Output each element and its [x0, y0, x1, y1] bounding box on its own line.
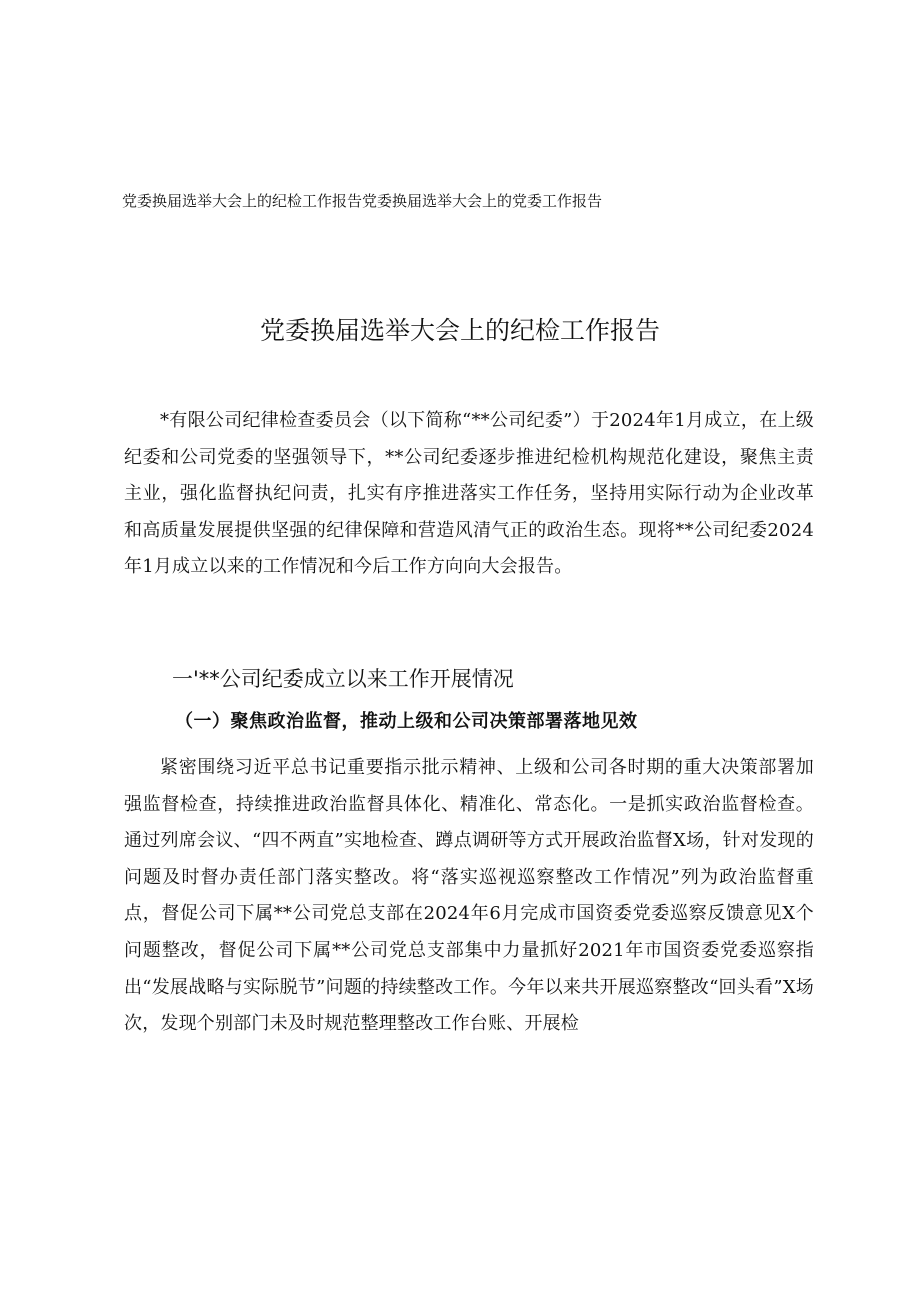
document-title: 党委换届选举大会上的纪检工作报告: [259, 316, 660, 345]
paragraph-political-supervision: 紧密围绕习近平总书记重要指示批示精神、上级和公司各时期的重大决策部署加强监督检查，持续推进政治监督具体化、精准化、常态化。一是抓实政治监督检查。通过列席会议、“四不两直”实地检查、蹲点调研等方式开展政治监督X场，针对发现的问题及时督办责任部门落实整改。将“落实巡视巡察整改工作情况”列为政治监督重点，督促公司下属**公司党总支部在2024年6月完成市国资委党委巡察反馈意见X个问题整改，督促公司下属**公司党总支部集中力量抓好2021年市国资委党委巡察指出“发展战略与实际脱节”问题的持续整改工作。今年以来共开展巡察整改“回头看”X场次，发现个别部门未及时规范整理整改工作台账、开展检: [124, 757, 814, 1035]
running-head: 党委换届选举大会上的纪检工作报告党委换届选举大会上的党委工作报告: [122, 192, 603, 210]
paragraph-intro: *有限公司纪律检查委员会（以下简称“**公司纪委”）于2024年1月成立，在上级纪委和公司党委的坚强领导下，**公司纪委逐步推进纪检机构规范化建设，聚焦主责主业，强化监督执纪问责，扎实有序推进落实工作任务，坚持用实际行动为企业改革和高质量发展提供坚强的纪律保障和营造风清气正的政治生态。现将**公司纪委2024年1月成立以来的工作情况和今后工作方向向大会报告。: [124, 410, 814, 578]
subsection-heading: （一）聚焦政治监督，推动上级和公司决策部署落地见效: [175, 711, 638, 732]
section-heading: 一'**公司纪委成立以来工作开展情况: [172, 667, 514, 691]
